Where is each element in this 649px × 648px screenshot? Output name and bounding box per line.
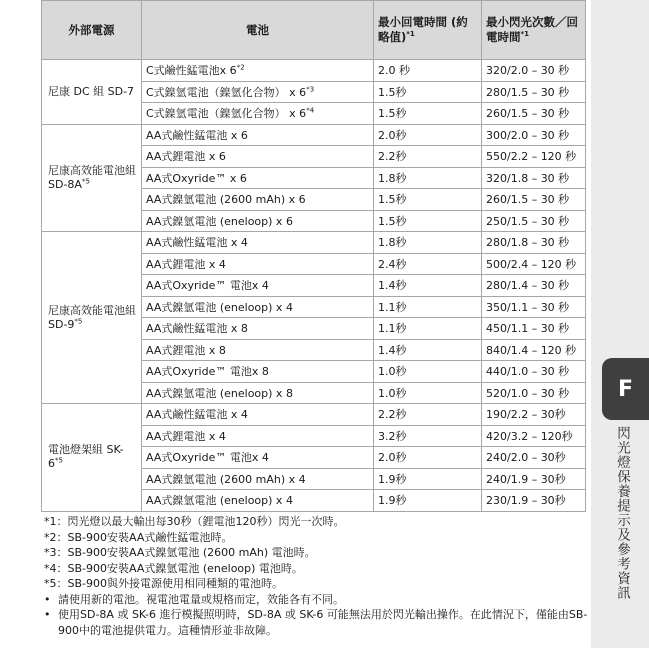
flash-count-cell: 280/1.4 – 30 秒 (482, 275, 586, 297)
battery-cell: AA式鋰電池 x 4 (142, 425, 374, 447)
flash-count-cell: 440/1.0 – 30 秒 (482, 361, 586, 383)
recycle-time-cell: 2.2秒 (374, 146, 482, 168)
recycle-time-cell: 1.1秒 (374, 318, 482, 340)
footnote: *4： SB-900安裝AA式鎳氫電池 (eneloop) 電池時。 (44, 561, 303, 575)
battery-cell: AA式Oxyride™ 電池x 8 (142, 361, 374, 383)
recycle-time-cell: 1.8秒 (374, 232, 482, 254)
recycle-time-cell: 2.0 秒 (374, 60, 482, 82)
table-row (42, 232, 586, 254)
flash-count-cell: 230/1.9 – 30秒 (482, 490, 586, 512)
recycle-time-cell: 1.1秒 (374, 296, 482, 318)
recycle-time-cell: 3.2秒 (374, 425, 482, 447)
flash-count-cell: 320/1.8 – 30 秒 (482, 167, 586, 189)
flash-count-cell: 190/2.2 – 30秒 (482, 404, 586, 426)
footnote: *5： SB-900與外接電源使用相同種類的電池時。 (44, 577, 283, 590)
header-battery: 電池 (142, 1, 374, 60)
bullet-note: • 請使用新的電池。視電池電量或規格而定，效能各有不同。 (44, 592, 344, 606)
flash-count-cell: 240/1.9 – 30秒 (482, 468, 586, 490)
recycle-time-cell: 2.0秒 (374, 124, 482, 146)
bullet-note: • 使用SD-8A 或 SK-6 進行模擬照明時，SD-8A 或 SK-6 可能無法用於閃光輸出操作。在此情況下，僅能由SB-900中的電池提供電力。這種情形並非故障。 (44, 608, 588, 637)
flash-count-cell: 280/1.8 – 30 秒 (482, 232, 586, 254)
recycle-time-cell: 1.5秒 (374, 81, 482, 103)
battery-cell: AA式Oxyride™ x 6 (142, 167, 374, 189)
battery-cell: AA式鎳氫電池 (eneloop) x 8 (142, 382, 374, 404)
header-external-power: 外部電源 (42, 1, 142, 60)
flash-count-cell: 450/1.1 – 30 秒 (482, 318, 586, 340)
recycle-time-cell: 1.5秒 (374, 103, 482, 125)
bullet-icon: • (44, 608, 51, 621)
flash-count-cell: 350/1.1 – 30 秒 (482, 296, 586, 318)
footnote: *3： SB-900安裝AA式鎳氫電池 (2600 mAh) 電池時。 (44, 546, 316, 559)
footnotes (44, 514, 589, 638)
recycle-time-cell: 1.4秒 (374, 275, 482, 297)
flash-count-cell: 520/1.0 – 30 秒 (482, 382, 586, 404)
recycle-time-cell: 1.8秒 (374, 167, 482, 189)
recycle-time-cell: 1.9秒 (374, 490, 482, 512)
battery-cell: AA式鋰電池 x 4 (142, 253, 374, 275)
flash-count-cell: 260/1.5 – 30 秒 (482, 103, 586, 125)
battery-cell: AA式鋰電池 x 8 (142, 339, 374, 361)
power-source-cell: 尼康 DC 組 SD-7 (42, 60, 142, 125)
battery-cell: AA式鹼性錳電池 x 4 (142, 232, 374, 254)
battery-cell: AA式鎳氫電池 (2600 mAh) x 4 (142, 468, 374, 490)
header-flash-count: 最小閃光次數／回電時間$^{*1}$ (482, 1, 586, 60)
power-source-cell: 尼康高效能電池組SD-9$^{*5}$ (42, 232, 142, 404)
flash-count-cell: 840/1.4 – 120 秒 (482, 339, 586, 361)
power-source-table (41, 0, 586, 512)
battery-cell: AA式鎳氫電池 (eneloop) x 6 (142, 210, 374, 232)
battery-cell: AA式Oxyride™ 電池x 4 (142, 275, 374, 297)
battery-cell: AA式鎳氫電池 (eneloop) x 4 (142, 296, 374, 318)
recycle-time-cell: 2.0秒 (374, 447, 482, 469)
flash-count-cell: 260/1.5 – 30 秒 (482, 189, 586, 211)
recycle-time-cell: 1.5秒 (374, 210, 482, 232)
flash-count-cell: 550/2.2 – 120 秒 (482, 146, 586, 168)
battery-cell: AA式Oxyride™ 電池x 4 (142, 447, 374, 469)
footnote: *1： 閃光燈以最大輸出每30秒（鋰電池120秒）閃光一次時。 (44, 515, 345, 528)
footnote: *2： SB-900安裝AA式鹼性錳電池時。 (44, 530, 233, 544)
bullet-icon: • (44, 592, 51, 606)
flash-count-cell: 250/1.5 – 30 秒 (482, 210, 586, 232)
table-row (42, 404, 586, 426)
battery-cell: AA式鎳氫電池 (eneloop) x 4 (142, 490, 374, 512)
recycle-time-cell: 2.2秒 (374, 404, 482, 426)
section-tab-letter: F (617, 376, 634, 402)
recycle-time-cell: 1.0秒 (374, 382, 482, 404)
battery-cell: AA式鹼性錳電池 x 4 (142, 404, 374, 426)
table-row (42, 60, 586, 82)
flash-count-cell: 420/3.2 – 120秒 (482, 425, 586, 447)
power-source-cell: 尼康高效能電池組$SD-8A^{*5}$ (42, 124, 142, 232)
table-header-row (42, 1, 586, 60)
recycle-time-cell: 2.4秒 (374, 253, 482, 275)
battery-cell: AA式鹼性錳電池 x 8 (142, 318, 374, 340)
power-source-cell: 電池燈架組 SK-6$^{*5}$ (42, 404, 142, 512)
flash-count-cell: 280/1.5 – 30 秒 (482, 81, 586, 103)
sidebar-section-title: 閃光燈保養提示及參考資訊 (614, 426, 630, 600)
battery-cell: C式鹼性錳電池x 6$^{*2}$ (142, 60, 374, 82)
battery-cell: AA式鋰電池 x 6 (142, 146, 374, 168)
header-recycle-time: 最小回電時間 (約略值)$^{*1}$ (374, 1, 482, 60)
recycle-time-cell: 1.4秒 (374, 339, 482, 361)
battery-cell: AA式鹼性錳電池 x 6 (142, 124, 374, 146)
flash-count-cell: 300/2.0 – 30 秒 (482, 124, 586, 146)
section-tab-f[interactable] (602, 358, 649, 420)
flash-count-cell: 500/2.4 – 120 秒 (482, 253, 586, 275)
table-row (42, 124, 586, 146)
flash-count-cell: 240/2.0 – 30秒 (482, 447, 586, 469)
flash-count-cell: 320/2.0 – 30 秒 (482, 60, 586, 82)
recycle-time-cell: 1.0秒 (374, 361, 482, 383)
battery-cell: C式鎳氫電池（鎳氫化合物） x 6$^{*4}$ (142, 103, 374, 125)
battery-cell: AA式鎳氫電池 (2600 mAh) x 6 (142, 189, 374, 211)
battery-cell: C式鎳氫電池（鎳氫化合物） x 6$^{*3}$ (142, 81, 374, 103)
recycle-time-cell: 1.9秒 (374, 468, 482, 490)
recycle-time-cell: 1.5秒 (374, 189, 482, 211)
